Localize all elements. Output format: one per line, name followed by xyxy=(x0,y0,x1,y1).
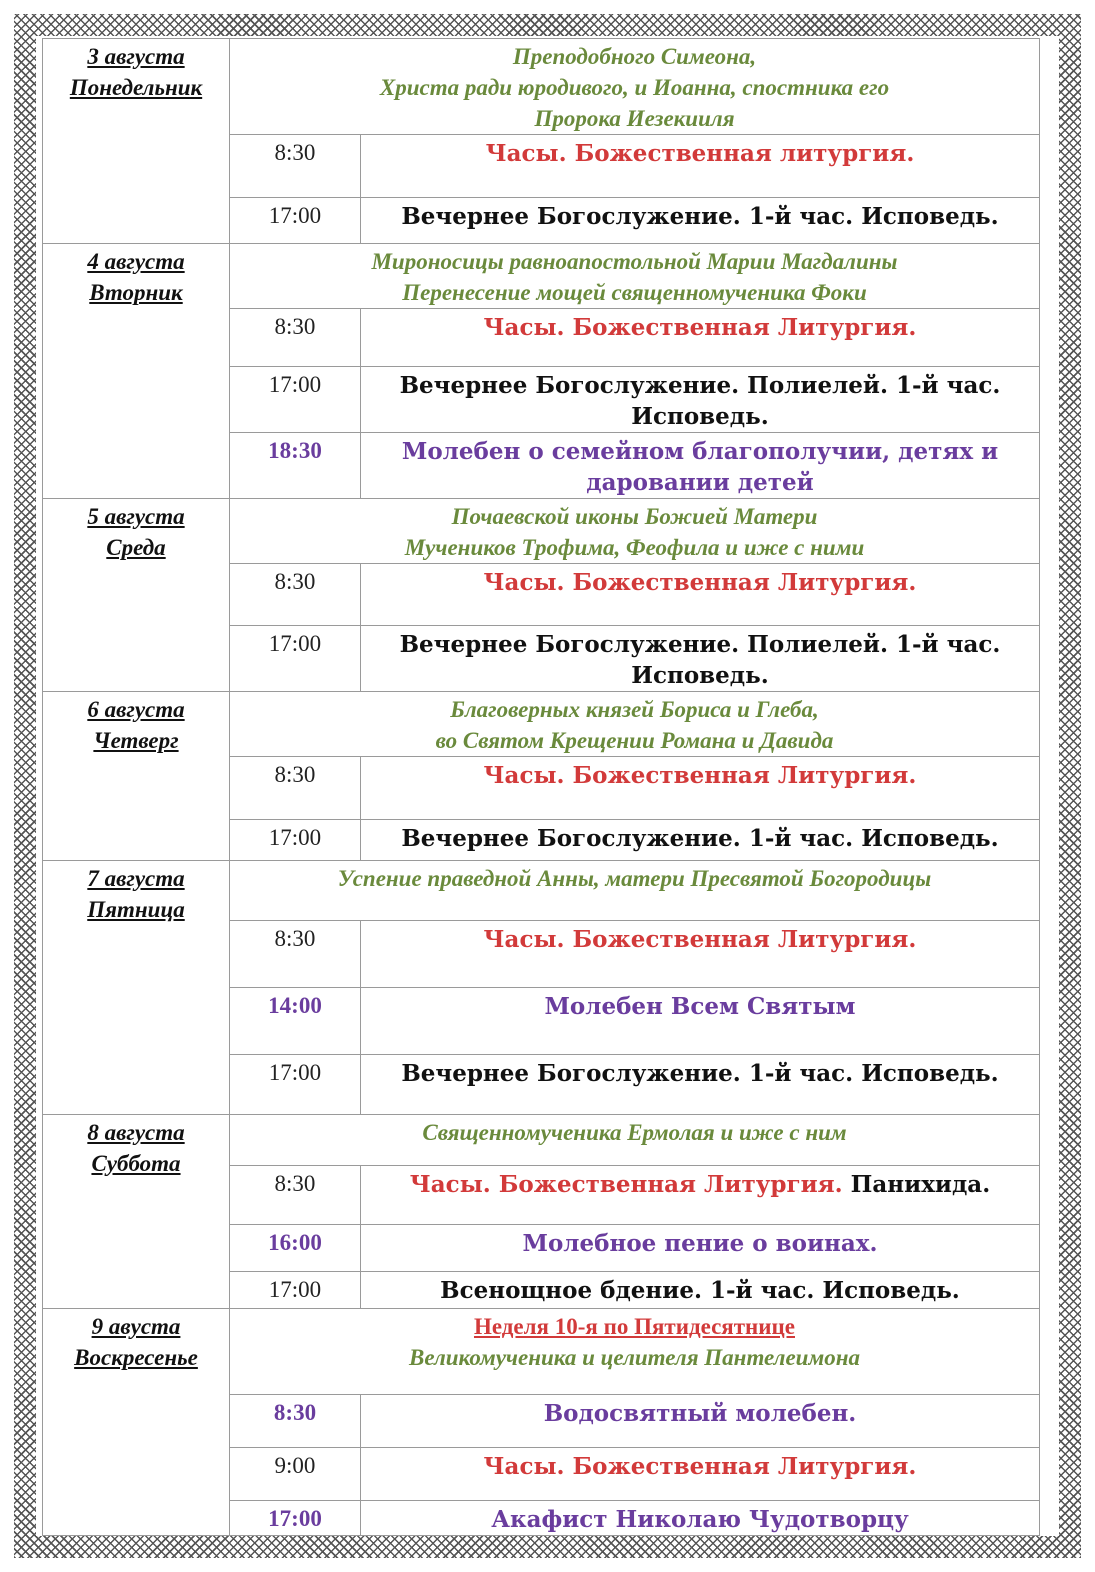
service-description: Часы. Божественная Литургия. xyxy=(361,564,1040,626)
feast-line: Успение праведной Анны, матери Пресвятой Богородицы xyxy=(337,866,932,891)
panikhida-text: Панихида. xyxy=(842,1171,991,1198)
service-description: Вечернее Богослужение. Полиелей. 1-й час. Исповедь. xyxy=(361,626,1040,692)
day-row xyxy=(43,861,1040,921)
service-description: Вечернее Богослужение. Полиелей. 1-й час. Исповедь. xyxy=(361,367,1040,433)
day-weekday: Четверг xyxy=(93,728,179,753)
feast-line: Благоверных князей Бориса и Глеба, xyxy=(450,697,819,722)
day-row xyxy=(43,692,1040,757)
service-time: 18:30 xyxy=(230,433,361,499)
day-cell xyxy=(43,861,230,1115)
feast-cell xyxy=(230,1115,1040,1166)
service-description: Молебен Всем Святым xyxy=(361,988,1040,1055)
feast-highlight: Неделя 10-я по Пятидесятнице xyxy=(473,1314,795,1339)
feast-line: Мироносицы равноапостольной Марии Магдалины xyxy=(371,249,898,274)
day-date: 8 августа xyxy=(87,1120,185,1145)
feast-cell xyxy=(230,1309,1040,1395)
service-time: 17:00 xyxy=(230,626,361,692)
service-description: Молебное пение о воинах. xyxy=(361,1225,1040,1272)
feast-line: Преподобного Симеона, xyxy=(512,44,757,69)
service-time: 8:30 xyxy=(230,309,361,367)
service-description: Часы. Божественная Литургия. xyxy=(361,1448,1040,1501)
service-time: 8:30 xyxy=(230,921,361,988)
feast-line: Великомученика и целителя Пантелеимона xyxy=(408,1345,860,1370)
feast-line: Священномученика Ермолая и иже с ним xyxy=(422,1120,847,1145)
service-time: 8:30 xyxy=(230,757,361,820)
service-description: Часы. Божественная литургия. xyxy=(361,135,1040,198)
service-time: 17:00 xyxy=(230,1501,361,1536)
day-weekday: Суббота xyxy=(91,1151,181,1176)
service-description: Вечернее Богослужение. 1-й час. Исповедь. xyxy=(361,820,1040,861)
service-description: Акафист Николаю Чудотворцу xyxy=(361,1501,1040,1536)
day-cell xyxy=(43,244,230,499)
feast-cell xyxy=(230,692,1040,757)
day-date: 7 августа xyxy=(87,866,185,891)
day-date: 4 августа xyxy=(87,249,185,274)
day-weekday: Воскресенье xyxy=(74,1345,198,1370)
service-time: 16:00 xyxy=(230,1225,361,1272)
service-description: Часы. Божественная Литургия. xyxy=(361,921,1040,988)
schedule-table xyxy=(42,38,1040,1536)
day-cell xyxy=(43,499,230,692)
service-time: 14:00 xyxy=(230,988,361,1055)
day-weekday: Пятница xyxy=(87,897,185,922)
service-time: 17:00 xyxy=(230,198,361,244)
feast-cell xyxy=(230,39,1040,135)
service-description: Часы. Божественная Литургия. xyxy=(361,757,1040,820)
day-row xyxy=(43,1309,1040,1395)
liturgy-text: Часы. Божественная Литургия. xyxy=(409,1171,843,1198)
service-time: 17:00 xyxy=(230,820,361,861)
feast-line: Мучеников Трофима, Феофила и иже с ними xyxy=(404,535,865,560)
service-description: Всенощное бдение. 1-й час. Исповедь. xyxy=(361,1272,1040,1309)
service-time: 9:00 xyxy=(230,1448,361,1501)
feast-line: Христа ради юродивого, и Иоанна, спостника его xyxy=(379,75,890,100)
feast-line: Почаевской иконы Божией Матери xyxy=(451,504,818,529)
service-time: 8:30 xyxy=(230,1166,361,1225)
service-description: Водосвятный молебен. xyxy=(361,1395,1040,1448)
day-date: 5 августа xyxy=(87,504,185,529)
day-weekday: Среда xyxy=(106,535,166,560)
feast-line: во Святом Крещении Романа и Давида xyxy=(435,728,834,753)
day-row xyxy=(43,499,1040,564)
service-time: 8:30 xyxy=(230,135,361,198)
feast-cell xyxy=(230,244,1040,309)
day-cell xyxy=(43,692,230,861)
day-cell xyxy=(43,1115,230,1309)
feast-line: Перенесение мощей священномученика Фоки xyxy=(402,280,867,305)
feast-cell xyxy=(230,861,1040,921)
service-time: 8:30 xyxy=(230,564,361,626)
day-row xyxy=(43,244,1040,309)
service-description: Вечернее Богослужение. 1-й час. Исповедь. xyxy=(361,198,1040,244)
day-cell xyxy=(43,39,230,244)
day-weekday: Понедельник xyxy=(69,75,203,100)
day-cell xyxy=(43,1309,230,1536)
day-date: 3 августа xyxy=(87,44,185,69)
feast-line: Пророка Иезекииля xyxy=(534,106,735,131)
service-description xyxy=(361,1166,1040,1225)
day-weekday: Вторник xyxy=(89,280,183,305)
day-row xyxy=(43,1115,1040,1166)
service-time: 8:30 xyxy=(230,1395,361,1448)
service-time: 17:00 xyxy=(230,1272,361,1309)
service-description: Молебен о семейном благополучии, детях и даровании детей xyxy=(361,433,1040,499)
day-date: 9 авуста xyxy=(91,1314,181,1339)
service-time: 17:00 xyxy=(230,367,361,433)
feast-cell xyxy=(230,499,1040,564)
service-time: 17:00 xyxy=(230,1055,361,1115)
day-date: 6 августа xyxy=(87,697,185,722)
service-description: Вечернее Богослужение. 1-й час. Исповедь. xyxy=(361,1055,1040,1115)
day-row xyxy=(43,39,1040,135)
service-description: Часы. Божественная Литургия. xyxy=(361,309,1040,367)
